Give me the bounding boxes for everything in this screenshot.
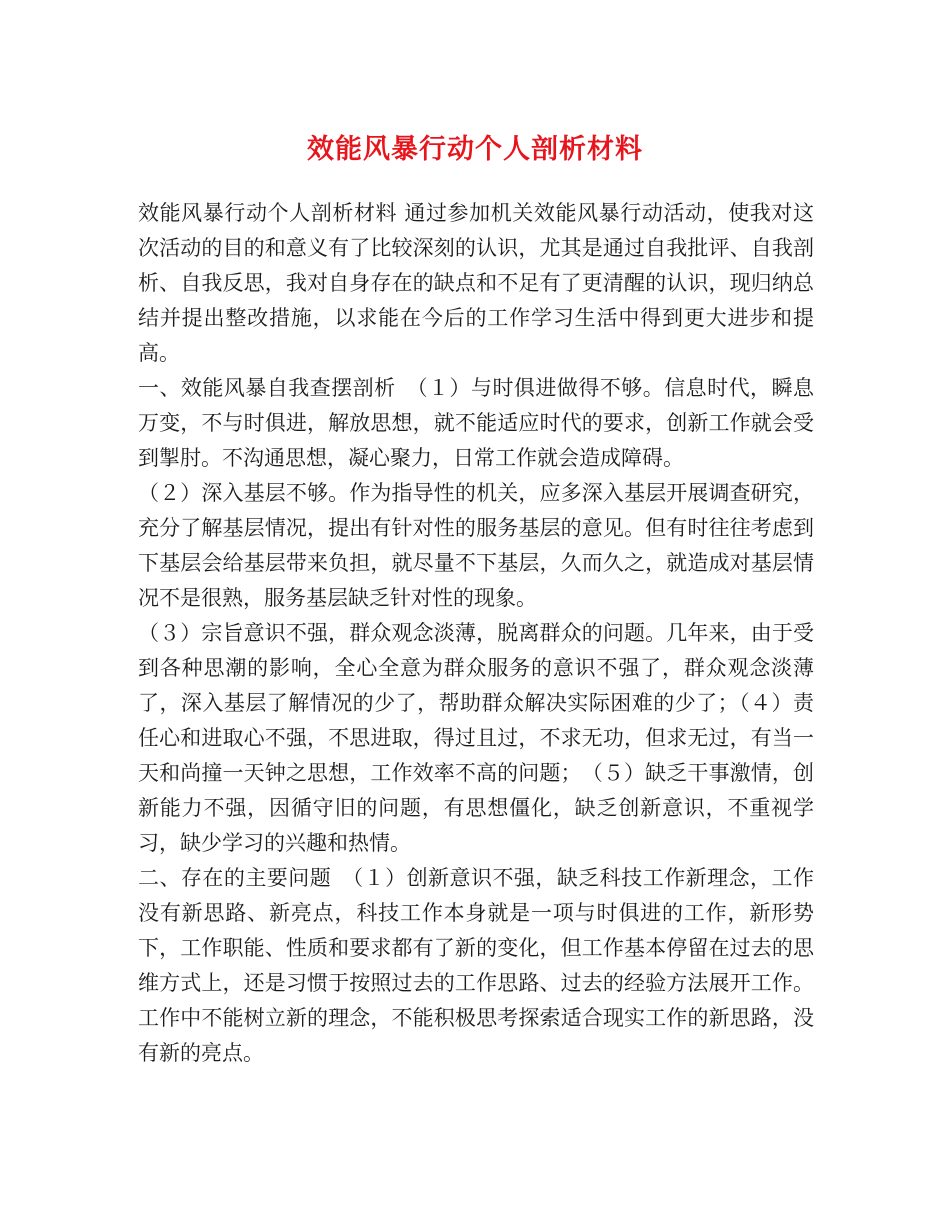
paragraph-section-2: 二、存在的主要问题 （１）创新意识不强，缺乏科技工作新理念，工作没有新思路、新亮点，科技工作本身就是一项与时俱进的工作，新形势下，工作职能、性质和要求都有了新的变化，但工作基本停留在过去的思维方式上，还是习惯于按照过去的工作思路、过去的经验方法展开工作。工作中不能树立新的理念，不能积极思考探索适合现实工作的新思路，没有新的亮点。 <box>138 866 814 1065</box>
paragraph-section-1: 一、效能风暴自我查摆剖析 （１）与时俱进做得不够。信息时代，瞬息万变，不与时俱进，解放思想，就不能适应时代的要求，创新工作就会受到掣肘。不沟通思想，凝心聚力，日常工作就会造成障碍。 <box>138 376 814 470</box>
document-body <box>138 196 814 1071</box>
paragraph-item-2: （２）深入基层不够。作为指导性的机关，应多深入基层开展调查研究，充分了解基层情况，提出有针对性的服务基层的意见。但有时往往考虑到下基层会给基层带来负担，就尽量不下基层，久而久之，就造成对基层情况不是很熟，服务基层缺乏针对性的现象。 <box>138 481 814 610</box>
paragraph-item-3: （３）宗旨意识不强，群众观念淡薄，脱离群众的问题。几年来，由于受到各种思潮的影响，全心全意为群众服务的意识不强了，群众观念淡薄了，深入基层了解情况的少了，帮助群众解决实际困难的少了；（４）责任心和进取心不强，不思进取，得过且过，不求无功，但求无过，有当一天和尚撞一天钟之思想，工作效率不高的问题； （５）缺乏干事激情，创新能力不强，因循守旧的问题，有思想僵化，缺乏创新意识，不重视学习，缺少学习的兴趣和热情。 <box>138 621 814 855</box>
document-title: 效能风暴行动个人剖析材料 <box>307 134 643 165</box>
paragraph-intro: 效能风暴行动个人剖析材料 通过参加机关效能风暴行动活动，使我对这次活动的目的和意义有了比较深刻的认识，尤其是通过自我批评、自我剖析、自我反思，我对自身存在的缺点和不足有了更清醒的认识，现归纳总结并提出整改措施，以求能在今后的工作学习生活中得到更大进步和提高。 <box>138 201 814 365</box>
